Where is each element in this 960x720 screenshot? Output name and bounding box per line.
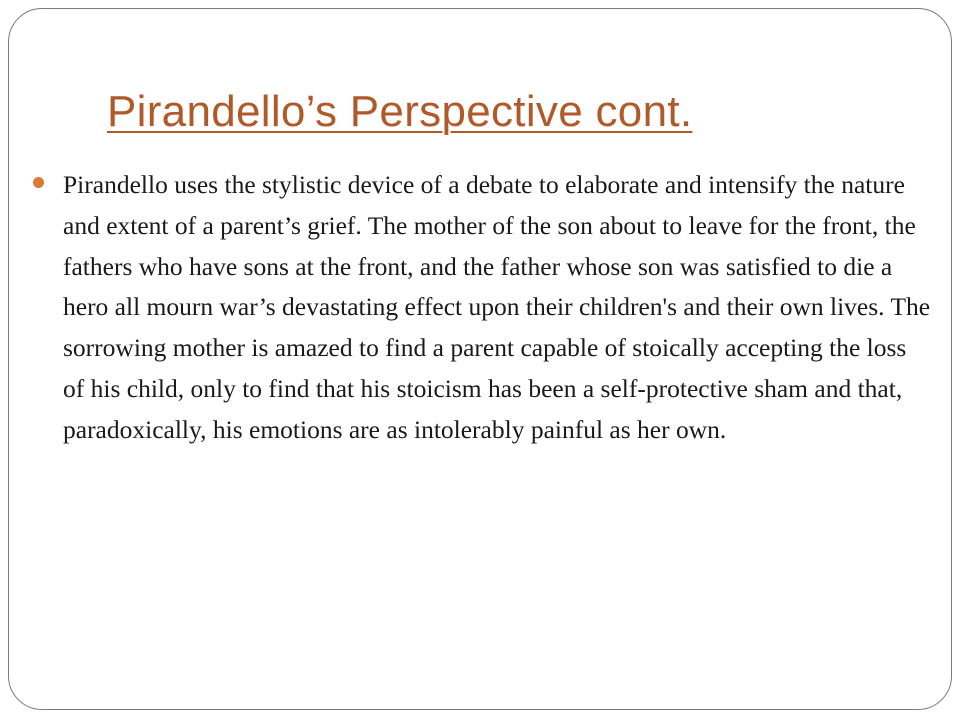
slide-title: Pirandello’s Perspective cont.	[107, 87, 693, 136]
bullet-dot-icon	[33, 177, 44, 188]
bullet-item	[9, 165, 933, 451]
bullet-text: Pirandello uses the stylistic device of a debate to elaborate and intensify the nature and extent of a parent’s grief. The mother of the son about to leave for the front, the fathers who have sons at the front, and the father whose son was satisfied to die a hero all mourn war’s devastating effect upon their children's and their own lives. The sorrowing mother is amazed to find a parent capable of stoically accepting the loss of his child, only to find that his stoicism has been a self-protective sham and that, paradoxically, his emotions are as intolerably painful as her own.	[63, 170, 931, 444]
bullet-list	[9, 165, 933, 451]
slide-frame	[8, 8, 952, 710]
